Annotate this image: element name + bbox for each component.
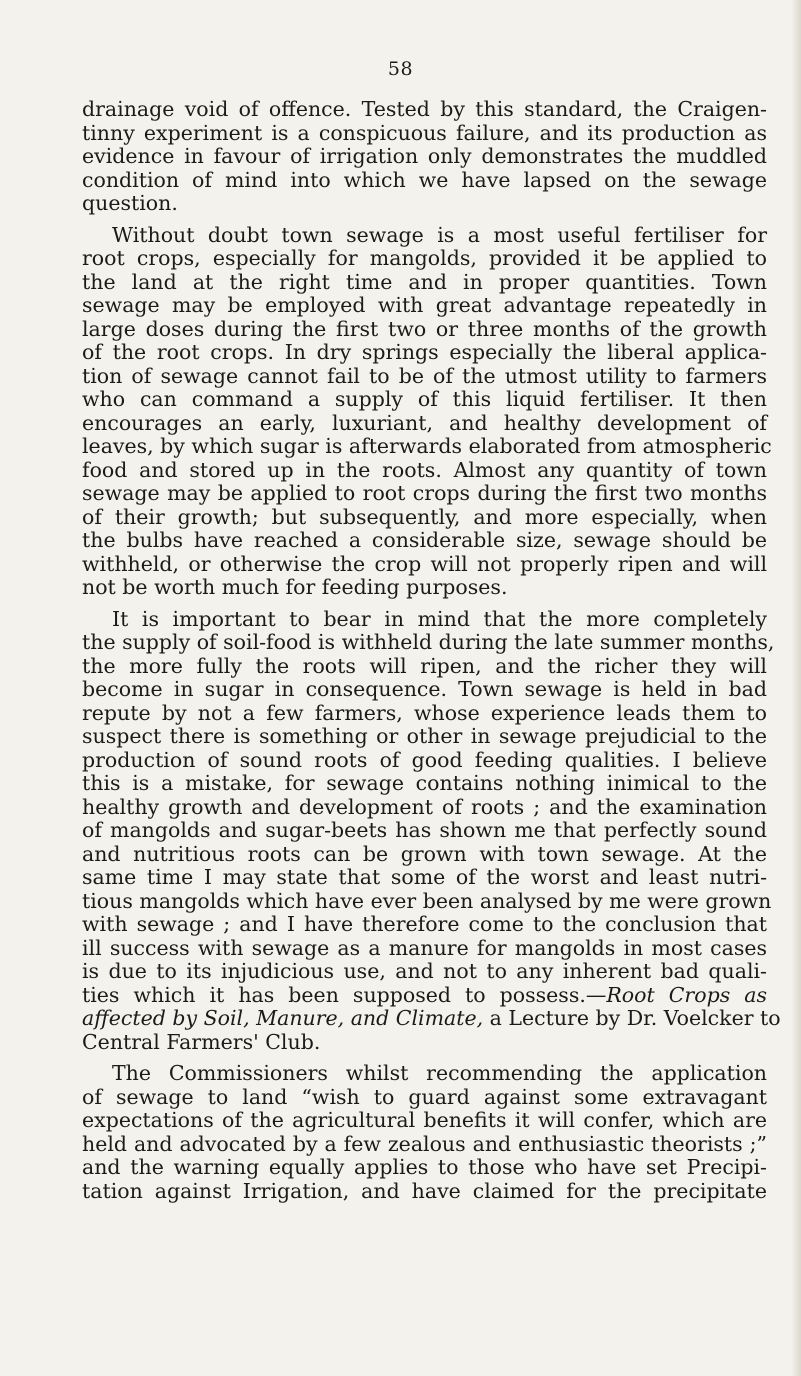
- text-line: large doses during the first two or three months of the growth: [82, 316, 767, 341]
- text-line: become in sugar in consequence. Town sewage is held in bad: [82, 677, 767, 701]
- citation-title-part-1: Root Crops as: [606, 982, 767, 1007]
- text-line: evidence in favour of irrigation only demonstrates the muddled: [82, 144, 767, 168]
- text-line: drainage void of offence. Tested by this standard, the Craigen-: [82, 97, 767, 121]
- text-line: sewage may be employed with great advantage repeatedly in: [82, 293, 767, 317]
- text-line: and the warning equally applies to those who have set Precipi-: [82, 1155, 767, 1179]
- text-line: of mangolds and sugar-beets has shown me that perfectly sound: [82, 818, 767, 842]
- citation-title-part-2: affected by Soil, Manure, and Climate,: [82, 1006, 484, 1030]
- paragraph-1: [82, 98, 767, 216]
- text-line: tion of sewage cannot fail to be of the utmost utility to farmers: [82, 363, 767, 388]
- text-line: expectations of the agricultural benefits it will confer, which are: [82, 1108, 767, 1132]
- text-line: who can command a supply of this liquid fertiliser. It then: [82, 387, 767, 411]
- text-line: the land at the right time and in proper quantities. Town: [82, 269, 767, 294]
- text-line: the more fully the roots will ripen, and the richer they will: [82, 653, 767, 678]
- text-line: of the root crops. In dry springs especially the liberal applica-: [82, 340, 767, 364]
- text-line: suspect there is something or other in sewage prejudicial to the: [82, 724, 767, 748]
- citation-line-1: [82, 984, 767, 1008]
- text-line: the supply of soil-food is withheld during the late summer months,: [82, 630, 775, 654]
- text-line-content: ties which it has been supposed to possess.: [82, 982, 586, 1007]
- text-line: same time I may state that some of the worst and least nutri-: [82, 865, 767, 889]
- paragraph-4: [82, 1062, 767, 1203]
- page-number: 58: [387, 58, 414, 80]
- text-line: tinny experiment is a conspicuous failure, and its production as: [82, 120, 767, 145]
- text-line: with sewage ; and I have therefore come to the conclusion that: [82, 912, 767, 936]
- text-line: Without doubt town sewage is a most useful fertiliser for: [112, 222, 767, 247]
- citation-venue: Central Farmers' Club.: [82, 1029, 321, 1054]
- text-line: not be worth much for feeding purposes.: [82, 575, 508, 599]
- paragraph-3: [82, 606, 781, 1055]
- text-line: the bulbs have reached a considerable size, sewage should be: [82, 528, 767, 552]
- text-line: withheld, or otherwise the crop will not properly ripen and will: [82, 551, 767, 576]
- text-line: question.: [82, 191, 178, 215]
- text-line: tation against Irrigation, and have claimed for the precipitate: [82, 1178, 767, 1203]
- text-line: repute by not a few farmers, whose experience leads them to: [82, 700, 767, 725]
- text-line: of their growth; but subsequently, and more especially, when: [82, 504, 767, 529]
- text-line: condition of mind into which we have lapsed on the sewage: [82, 167, 767, 192]
- citation-author: a Lecture by Dr. Voelcker to: [483, 1006, 781, 1030]
- text-line: and nutritious roots can be grown with town sewage. At the: [82, 841, 767, 866]
- text-line: The Commissioners whilst recommending the application: [112, 1061, 767, 1085]
- text-line: this is a mistake, for sewage contains nothing inimical to the: [82, 771, 767, 795]
- text-line: sewage may be applied to root crops during the first two months: [82, 481, 767, 505]
- text-line: encourages an early, luxuriant, and healthy development of: [82, 410, 767, 435]
- text-line: leaves, by which sugar is afterwards elaborated from atmospheric: [82, 434, 772, 458]
- citation-dash: —: [585, 982, 607, 1007]
- text-line: production of sound roots of good feeding qualities. I believe: [82, 747, 767, 772]
- text-line: root crops, especially for mangolds, provided it be applied to: [82, 246, 767, 270]
- text-line: food and stored up in the roots. Almost any quantity of town: [82, 457, 767, 482]
- text-line: is due to its injudicious use, and not to any inherent bad quali-: [82, 959, 767, 983]
- citation-line-2: [82, 1006, 781, 1031]
- paragraph-2: [82, 222, 772, 600]
- text-line: tious mangolds which have ever been analysed by me were grown: [82, 888, 772, 913]
- text-line: held and advocated by a few zealous and enthusiastic theorists ;”: [82, 1131, 767, 1156]
- page-edge: [791, 0, 801, 1376]
- text-line: ill success with sewage as a manure for mangolds in most cases: [82, 935, 767, 960]
- text-line: healthy growth and development of roots ; and the examination: [82, 794, 767, 819]
- body-text: [82, 97, 781, 1203]
- text-line: It is important to bear in mind that the more completely: [112, 606, 767, 631]
- text-line: of sewage to land “wish to guard against some extravagant: [82, 1084, 767, 1109]
